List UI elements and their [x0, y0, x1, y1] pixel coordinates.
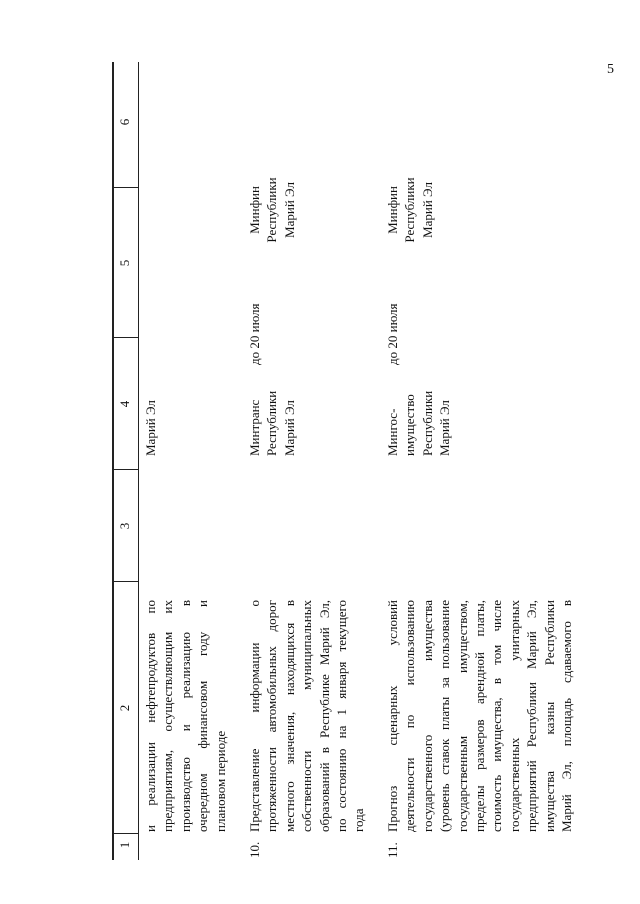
- page-number: 5: [607, 62, 614, 77]
- text-line: и реализации нефтепродуктов по: [143, 600, 158, 832]
- column-number: 2: [117, 704, 132, 712]
- table-top-border: [112, 62, 114, 860]
- text-line: деятельности по использованию: [402, 600, 418, 832]
- row-deadline: до 20 июля: [247, 303, 262, 365]
- text-line: образований в Республике Марий Эл,: [316, 600, 332, 832]
- text-line: протяженности автомобильных дорог: [264, 600, 280, 832]
- text-line: Республики: [419, 390, 435, 456]
- text-line: (уровень ставок платы за пользование: [437, 600, 453, 832]
- text-line: очередном финансовом году и: [195, 600, 211, 832]
- text-line: Марий Эл, площадь сдаваемого в: [559, 600, 575, 832]
- text-line: стоимость имущества, в том числе: [489, 600, 505, 832]
- row-description: [246, 600, 368, 832]
- column-number: 6: [117, 118, 132, 126]
- text-line: государственных унитарных: [506, 600, 522, 832]
- text-line: Прогноз сценарных условий: [385, 600, 400, 832]
- text-line: Минтранс: [247, 399, 262, 456]
- row-responsible: [142, 336, 159, 456]
- text-line: по состоянию на 1 января текущего: [334, 600, 350, 832]
- text-line: Минфин: [385, 186, 400, 234]
- header-divider: [112, 581, 138, 582]
- text-line: производство и реализацию в: [177, 600, 193, 832]
- text-line: Марий Эл: [419, 182, 435, 238]
- text-line: Марий Эл: [281, 182, 297, 238]
- column-number: 1: [117, 841, 132, 849]
- text-line: Представление информации о: [247, 600, 262, 832]
- text-line: имущество: [402, 394, 418, 456]
- header-bottom-border: [138, 62, 139, 860]
- text-line: пределы размеров арендной платы,: [472, 600, 488, 832]
- text-line: Минфин: [247, 186, 262, 234]
- row-recipient: [384, 150, 436, 270]
- column-number: 3: [117, 522, 132, 530]
- text-line: имущества казны Республики: [541, 600, 557, 832]
- text-line: Республики: [402, 177, 418, 243]
- row-recipient: [246, 150, 298, 270]
- column-number: 4: [117, 400, 132, 408]
- text-line: Марий Эл: [143, 400, 158, 456]
- text-line: местного значения, находящихся в: [281, 600, 297, 832]
- text-line: Марий Эл: [281, 400, 297, 456]
- header-divider: [112, 469, 138, 470]
- text-line: года: [351, 808, 367, 832]
- text-line: предприятий Республики Марий Эл,: [524, 600, 540, 832]
- rotated-table: [112, 62, 622, 860]
- row-number: 10.: [247, 841, 262, 858]
- text-line: Республики: [264, 177, 280, 243]
- row-deadline: до 20 июля: [385, 303, 400, 365]
- text-line: Марий Эл: [437, 400, 453, 456]
- text-line: государственным имуществом,: [454, 600, 470, 832]
- column-number: 5: [117, 259, 132, 267]
- row-description: [142, 600, 229, 832]
- text-line: предприятиям, осуществляющим их: [160, 600, 176, 832]
- text-line: Мингос-: [385, 408, 400, 456]
- text-line: Республики: [264, 390, 280, 456]
- text-line: собственности муниципальных: [299, 600, 315, 832]
- text-line: государственного имущества: [419, 600, 435, 832]
- row-number: 11.: [385, 842, 400, 858]
- row-description: [384, 600, 575, 832]
- text-line: плановом периоде: [212, 730, 228, 832]
- header-divider: [112, 337, 138, 338]
- header-divider: [112, 187, 138, 188]
